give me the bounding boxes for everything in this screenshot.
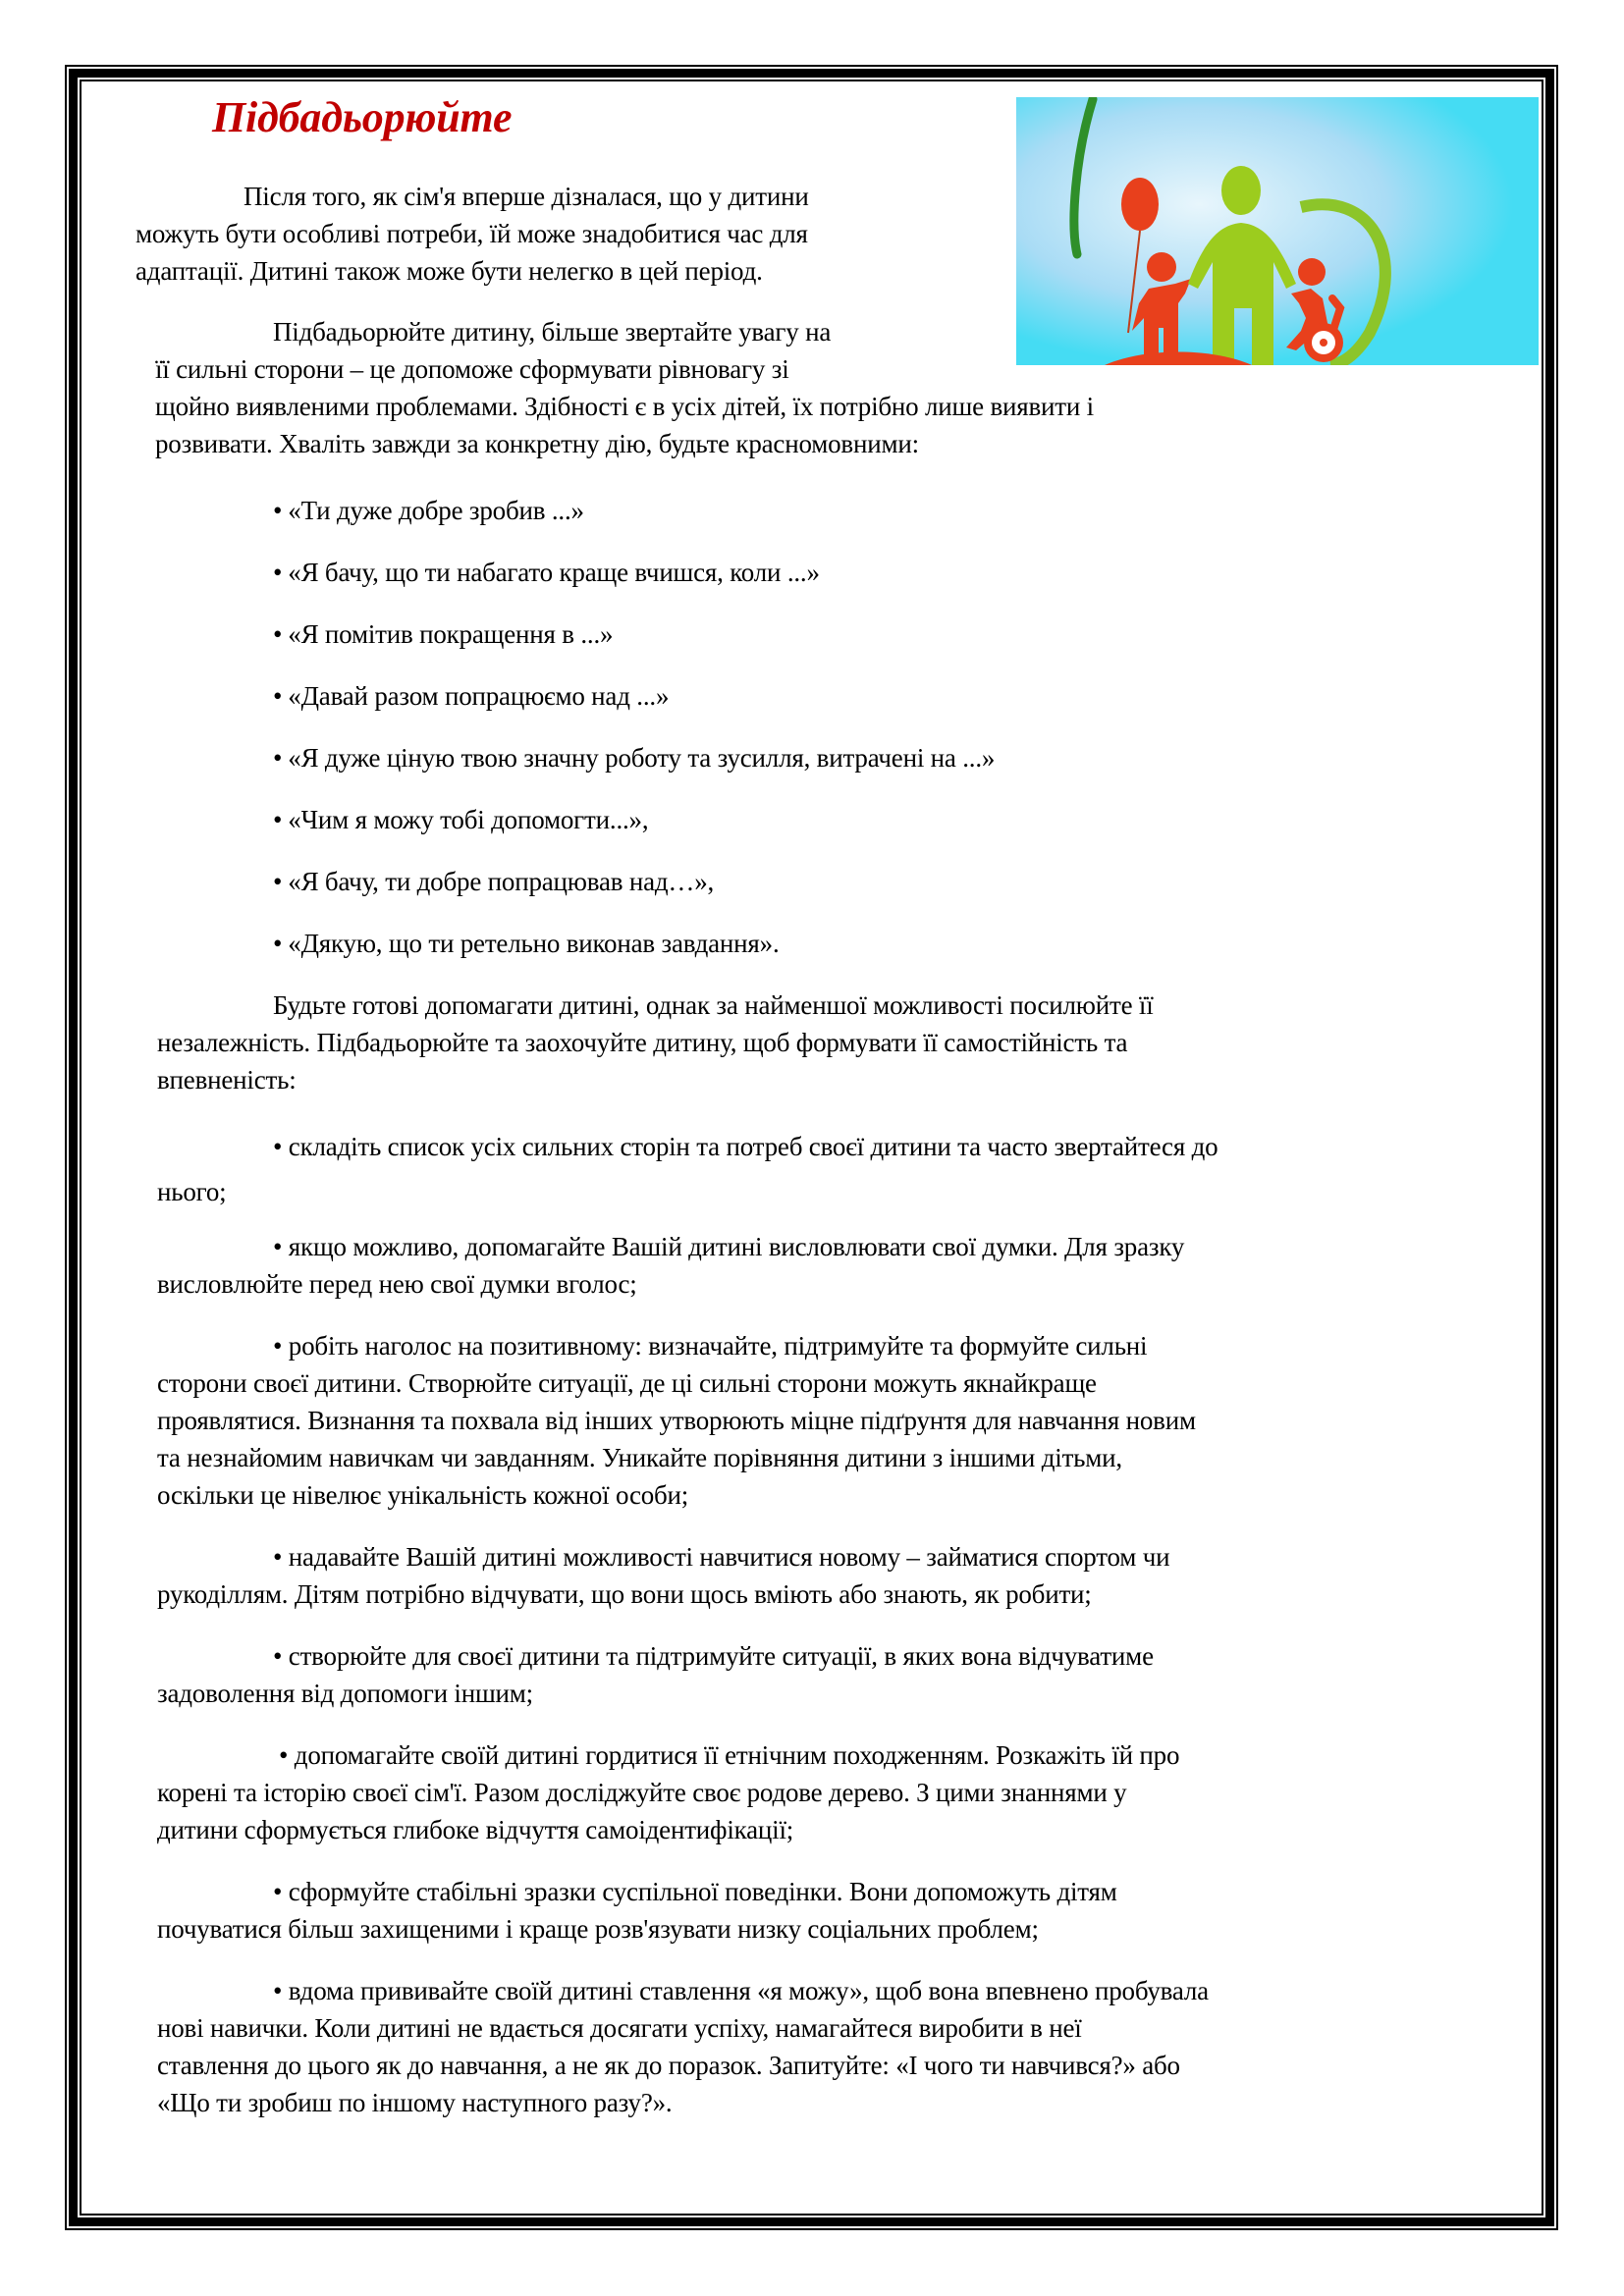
text-line: можуть бути особливі потреби, їй може знадобитися час для — [135, 219, 808, 248]
list-item: • «Я бачу, ти добре попрацював над…», — [273, 863, 714, 900]
page-title: Підбадьорюйте — [212, 93, 513, 141]
bullet-icon: • — [273, 681, 283, 711]
text-line: щойно виявленими проблемами. Здібності є в усіх дітей, їх потрібно лише виявити і — [155, 392, 1094, 421]
text-line: розвивати. Хваліть завжди за конкретну дію, будьте красномовними: — [155, 429, 919, 458]
document-page: Підбадьорюйте Після того, як сім'я вперше дізналася, що у дитини можуть бути особливі потреби, їй може знадобитися час для адаптації. Дитині також може бути нелегко в цей період. Підбадьорюйте дитину, більше звертайте увагу на її сильні сторони – це допоможе сформувати рівновагу зі щойно виявленими проблемами. Здібності є в усіх дітей, їх потрібно лише виявити і розвивати. Хваліть завжди за конкретну дію, будьте красномовними: • «Ти дуже добре зробив ...» • «Я бачу, що ти набагато краще вчишся, коли ...» • «Я помітив покращення в ...» • «Давай разом попрацюємо над ...» • «Я дуже ціную твою значну роботу та зусилля, витрачені на ...» • «Чим я можу тобі допомогти...», • «Я бачу, ти добре попрацював над…», • «Дякую, що ти ретельно виконав завдання». Будьте готові допомагати дитині, однак за найменшої можливості посилюйте її незалежність. Підбадьорюйте та заохочуйте дитину, щоб формувати її самостійність та впевненість: • складіть список усіх сильних сторін та потреб своєї дитини та часто звертайтеся до нього; • якщо можливо, допомагайте Вашій дитині висловлювати свої думки. Для зразку висловлюйте перед нею свої думки вголос; • робіть наголос на позитивному: визначайте, підтримуйте та формуйте сильні сторони своєї дитини. Створюйте ситуації, де ці сильні сторони можуть якнайкраще проявлятися. Визнання та похвала від інших утворюють міцне підґрунтя для навчання новим та незнайомим навичкам чи завданням. Уникайте порівняння дитини з іншими дітьми, оскільки це нівелює унікальність кожної особи; • надавайте Вашій дитині можливості навчитися новому – займатися спортом чи рукоділлям. Дітям потрібно відчувати, що вони щось вміють або знають, як робити; • створюйте для своєї дитини та підтримуйте ситуації, в яких вона відчуватиме задоволення від допомоги іншим; • допомагайте своїй дитині гордитися її етнічним походженням. Розкажіть їй про корені та історію своєї сім'ї. Разом досліджуйте своє родове дерево. З цими знаннями у дитини сформується глибоке відчуття самоідентифікації; • сформуйте стабільні зразки суспільної поведінки. Вони допоможуть дітям почуватися більш захищеними і краще розв'язувати низку соціальних проблем; • вдома прививайте своїй дитині ставлення «я можу», щоб вона впевнено пробувала нові навички. Коли дитині не вдається досягати успіху, намагайтеся виробити в неї ставлення до цього як до навчання, а не як до поразок. Запитуйте: «І чого ти навчився?» або «Що ти зробиш по іншому наступного разу?». — [0, 0, 1624, 2296]
bullet-icon: • — [273, 619, 283, 649]
list-item: • «Я бачу, що ти набагато краще вчишся, коли ...» — [273, 554, 820, 591]
bullet-icon: • — [273, 743, 283, 773]
bullet-icon: • — [273, 496, 283, 525]
text-line: незалежність. Підбадьорюйте та заохочуйте дитину, щоб формувати її самостійність та — [157, 1028, 1128, 1057]
list-item: • «Ти дуже добре зробив ...» — [273, 492, 584, 529]
text-line: впевненість: — [157, 1065, 297, 1095]
family-illustration — [1016, 97, 1539, 365]
family-illustration-icon — [1016, 97, 1539, 365]
list-item: • «Я помітив покращення в ...» — [273, 615, 613, 653]
list-item: • «Дякую, що ти ретельно виконав завдання». — [273, 925, 780, 962]
text-line: Підбадьорюйте дитину, більше звертайте увагу на — [273, 317, 832, 347]
text-line: її сильні сторони – це допоможе сформувати рівновагу зі — [155, 354, 789, 384]
text-line: адаптації. Дитині також може бути нелегко в цей період. — [135, 256, 763, 286]
bullet-icon: • — [273, 867, 283, 896]
bullet-icon: • — [273, 558, 283, 587]
bullet-icon: • — [273, 929, 283, 958]
bullet-icon: • — [273, 805, 283, 834]
list-item: • «Давай разом попрацюємо над ...» — [273, 677, 669, 715]
list-item: • «Чим я можу тобі допомогти...», — [273, 801, 648, 838]
list-item: • «Я дуже ціную твою значну роботу та зусилля, витрачені на ...» — [273, 739, 995, 776]
text-line: Будьте готові допомагати дитині, однак за найменшої можливості посилюйте її — [273, 990, 1154, 1020]
text-line: Після того, як сім'я вперше дізналася, що у дитини — [244, 182, 809, 211]
